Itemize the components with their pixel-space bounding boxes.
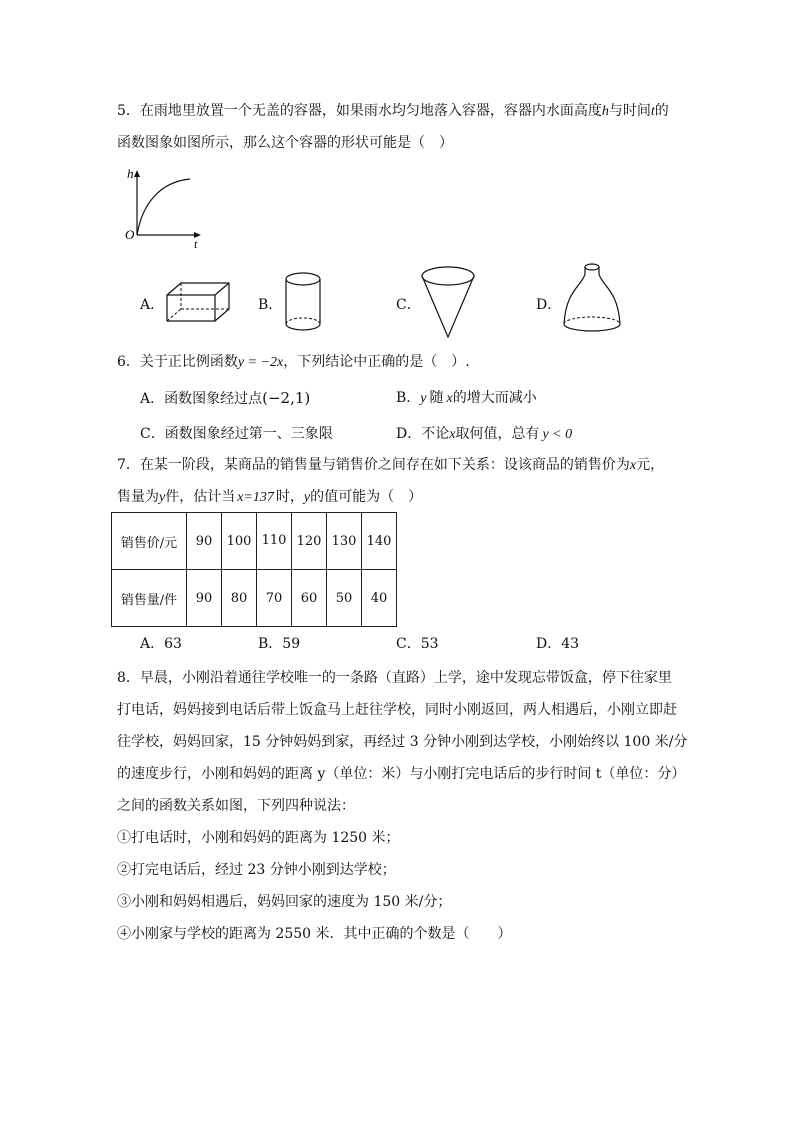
table-row xyxy=(112,570,397,627)
price-sales-table xyxy=(111,512,397,627)
table-row xyxy=(112,513,397,570)
q6-stem: 6．关于正比例函数y = −2x，下列结论中正确的是（ ）. xyxy=(117,354,470,370)
graph-y-label: h xyxy=(127,166,134,181)
q8-stem-line: 的速度步行，小刚和妈妈的距离 y（单位：米）与小刚打完电话后的步行时间 t（单位：分） xyxy=(117,766,686,782)
q5-option-b-label: B． xyxy=(258,297,283,313)
q6-option-b: B．y 随 x的增大而减小 xyxy=(396,390,537,406)
q8-statement: ④小刚家与学校的距离为 2550 米．其中正确的个数是（ ） xyxy=(117,926,512,942)
q5-stem-line2: 函数图象如图所示，那么这个容器的形状可能是（ ） xyxy=(117,135,453,151)
q6-option-d: D．不论x取何值，总有 y < 0 xyxy=(396,426,573,442)
q5-option-c-label: C． xyxy=(396,297,421,313)
q8-statement: ②打完电话后，经过 23 分钟小刚到达学校； xyxy=(117,862,396,878)
q7-stem-line1: 7．在某一阶段，某商品的销售量与销售价之间存在如下关系：设该商品的销售价为x元， xyxy=(117,457,665,473)
table-cell: 110 xyxy=(257,513,292,570)
q8-stem-line: 往学校，妈妈回家，15 分钟妈妈到家，再经过 3 分钟小刚到达学校，小刚始终以 100 米/分 xyxy=(117,734,688,750)
q6-formula: y = −2x xyxy=(237,355,284,370)
q8-stem-line: 打电话，妈妈接到电话后带上饭盒马上赶往学校，同时小刚返回，两人相遇后，小刚立即赶 xyxy=(117,702,677,718)
cone-icon xyxy=(420,264,480,340)
var-h: h xyxy=(601,104,609,119)
table-cell: 140 xyxy=(362,513,397,570)
table-cell: 120 xyxy=(292,513,327,570)
q7-stem-line2: 售量为y件，估计当 x=137 时，y的值可能为（ ） xyxy=(117,489,423,505)
q5-graph xyxy=(124,165,204,251)
table-cell: 80 xyxy=(222,570,257,627)
graph-x-label: t xyxy=(194,237,198,251)
var-t: t xyxy=(650,104,655,119)
cylinder-icon xyxy=(284,270,324,332)
table-cell: 60 xyxy=(292,570,327,627)
q8-stem-line: 之间的函数关系如图，下列四种说法： xyxy=(117,798,355,814)
table-cell: 100 xyxy=(222,513,257,570)
q8-stem-line: 8．早晨，小刚沿着通往学校唯一的一条路（直路）上学，途中发现忘带饭盒，停下往家里 xyxy=(117,670,672,686)
q7-option-d: D．43 xyxy=(536,636,580,652)
q5-option-d-label: D． xyxy=(536,297,562,313)
table-cell: 40 xyxy=(362,570,397,627)
table-header-cell: 销售量/件 xyxy=(112,570,187,627)
table-cell: 90 xyxy=(187,570,222,627)
table-header-cell: 销售价/元 xyxy=(112,513,187,570)
q6-option-a: A．函数图象经过点(−2,1) xyxy=(140,389,311,407)
q5-stem-line1: 5．在雨地里放置一个无盖的容器，如果雨水均匀地落入容器，容器内水面高度h与时间t的 xyxy=(117,103,669,119)
flask-icon xyxy=(560,262,624,334)
q8-statement: ①打电话时，小刚和妈妈的距离为 1250 米； xyxy=(117,830,400,846)
table-cell: 70 xyxy=(257,570,292,627)
q7-option-b: B．59 xyxy=(258,636,301,652)
table-cell: 90 xyxy=(187,513,222,570)
q6-option-c: C．函数图象经过第一、三象限 xyxy=(140,426,333,442)
graph-origin-label: O xyxy=(125,227,135,242)
table-cell: 50 xyxy=(327,570,362,627)
q7-option-a: A．63 xyxy=(140,636,182,652)
q5-option-a-label: A． xyxy=(140,297,165,313)
q8-statement: ③小刚和妈妈相遇后，妈妈回家的速度为 150 米/分； xyxy=(117,894,452,910)
cuboid-icon xyxy=(165,279,235,329)
q6-point: (−2,1) xyxy=(262,389,311,407)
q7-option-c: C．53 xyxy=(396,636,439,652)
table-cell: 130 xyxy=(327,513,362,570)
